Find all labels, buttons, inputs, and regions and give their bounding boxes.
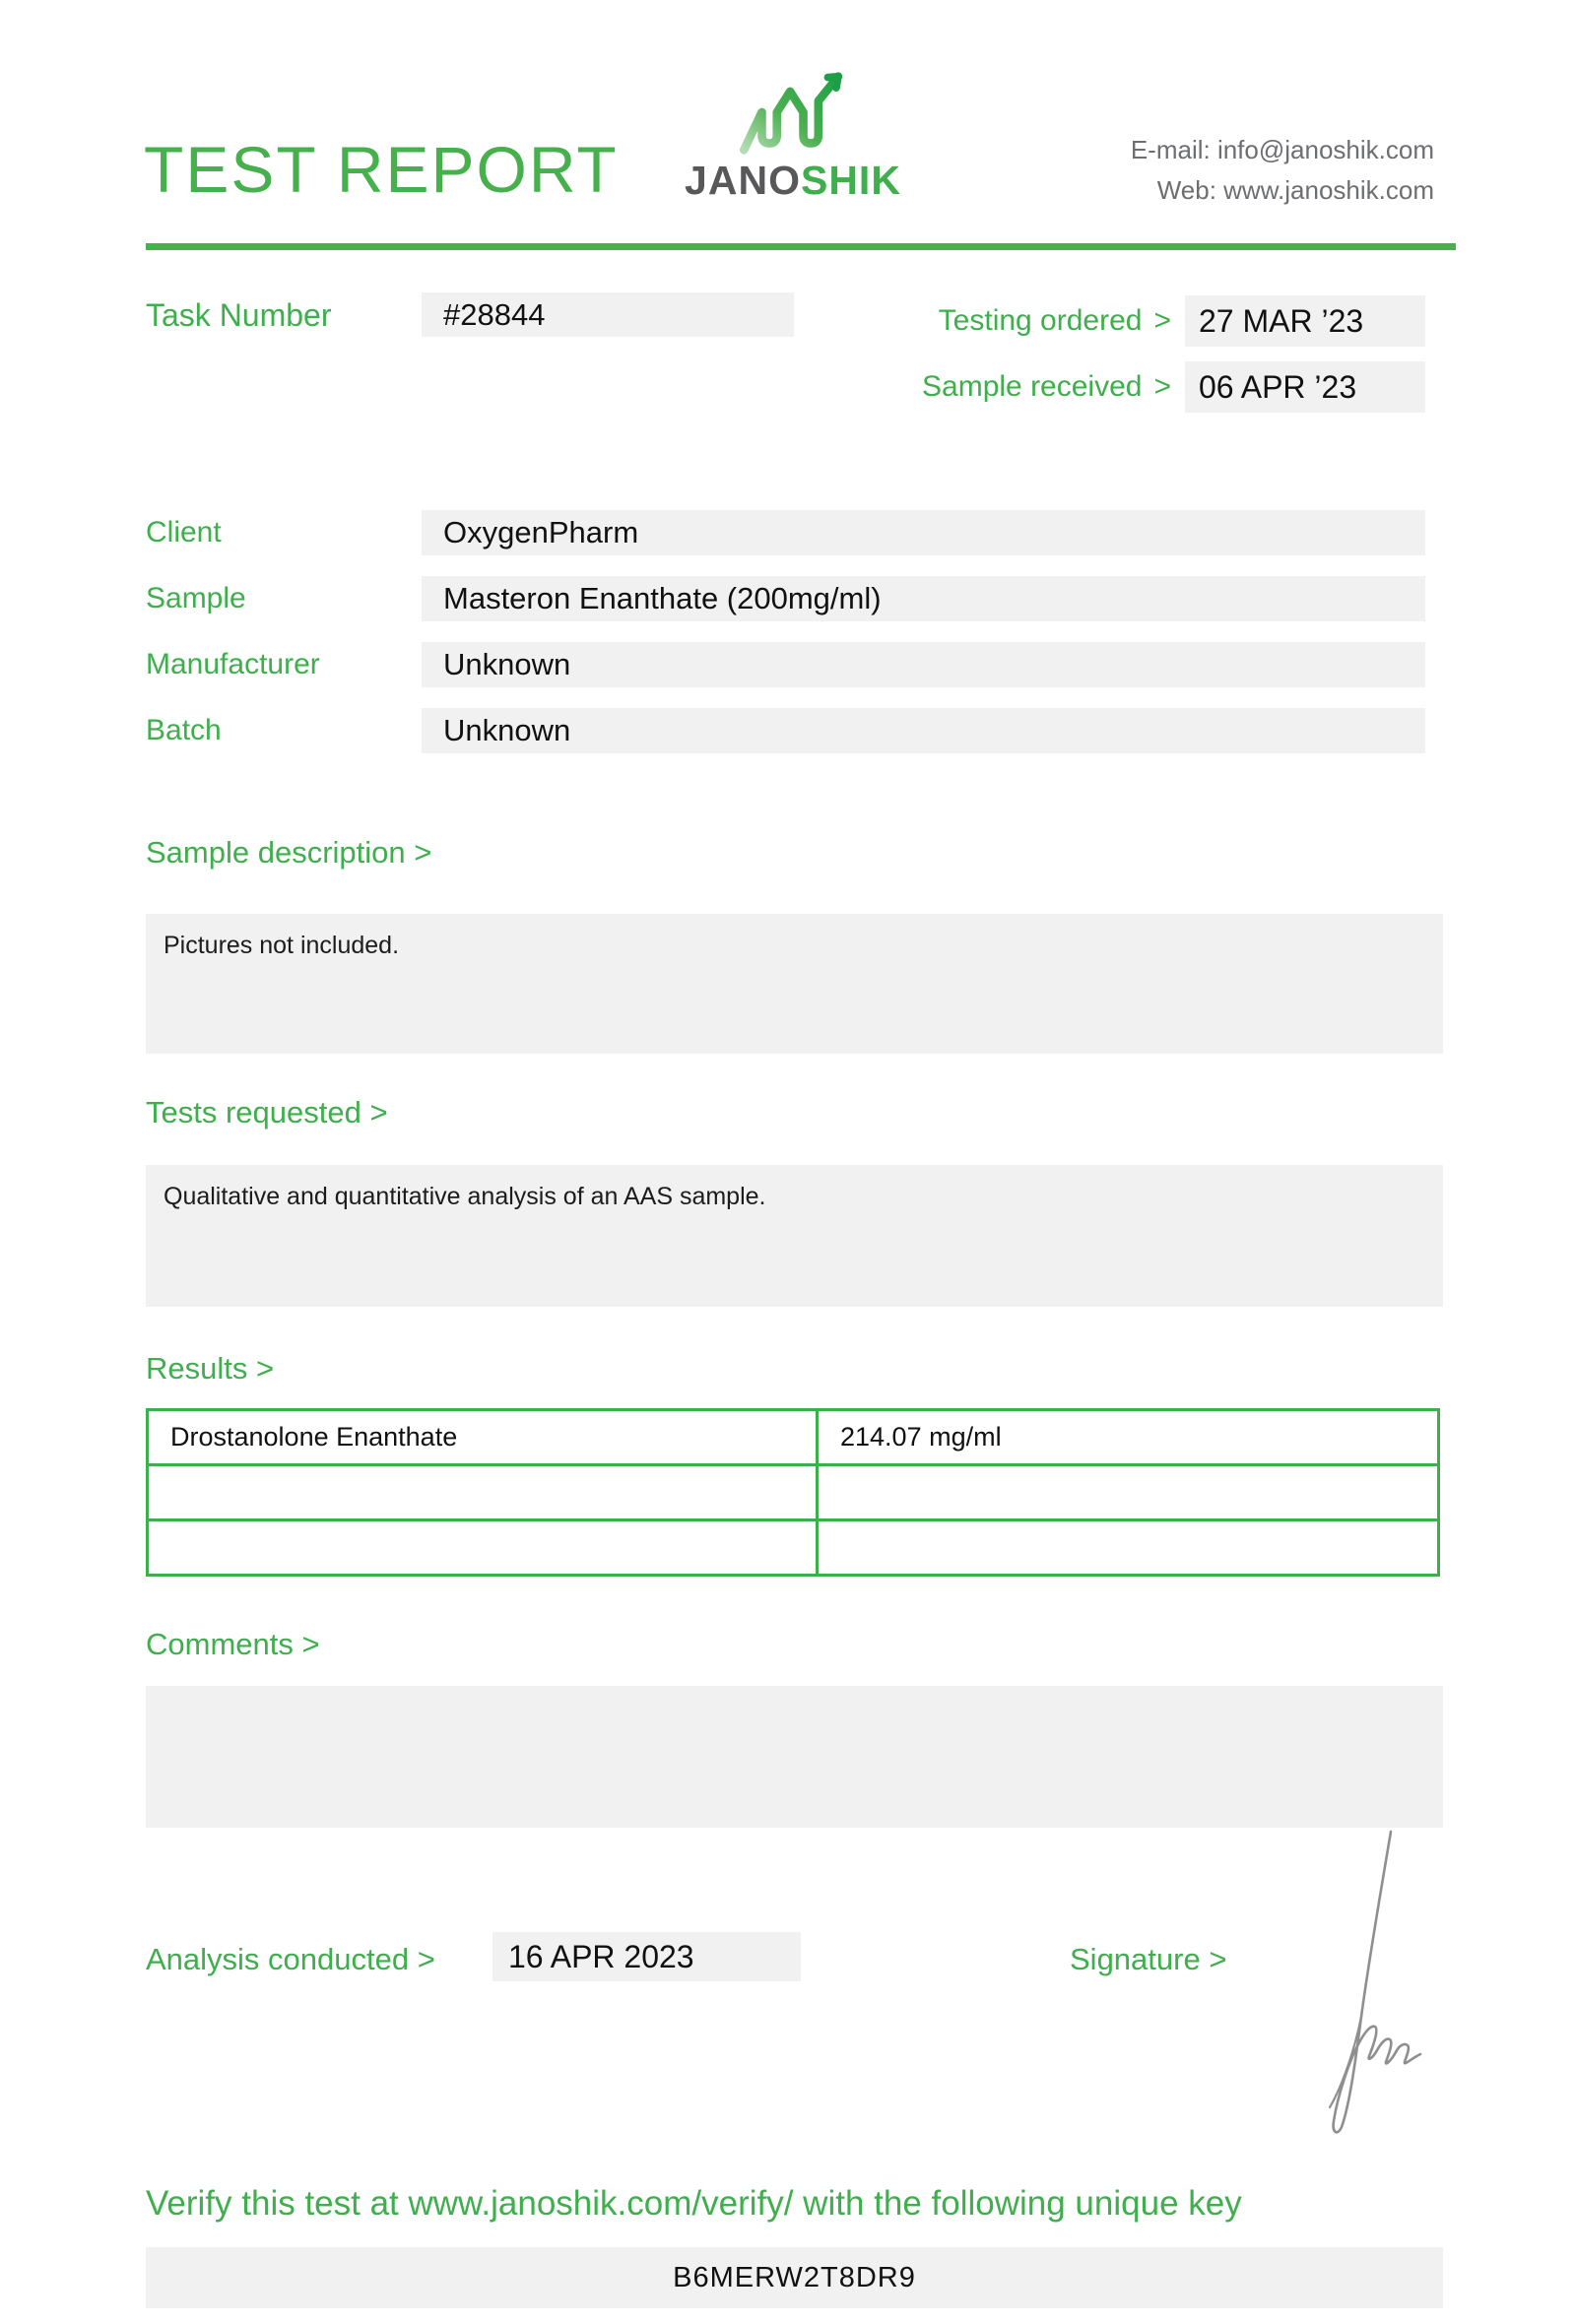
manufacturer-value: Unknown	[422, 642, 1425, 687]
header-divider	[146, 243, 1456, 250]
result-concentration	[818, 1520, 1439, 1576]
client-value: OxygenPharm	[422, 510, 1425, 555]
chevron-right-icon: >	[1153, 304, 1171, 337]
chevron-right-icon: >	[1153, 370, 1171, 403]
results-table	[146, 1408, 1440, 1577]
tests-requested-heading: Tests requested >	[146, 1095, 388, 1130]
result-concentration: 214.07 mg/ml	[818, 1410, 1439, 1465]
client-label: Client	[146, 516, 222, 549]
task-number-label: Task Number	[146, 297, 332, 333]
sample-received-row	[922, 361, 1425, 413]
batch-row	[0, 708, 1576, 753]
result-substance: Drostanolone Enanthate	[148, 1410, 818, 1465]
signature-image	[1300, 1820, 1438, 2150]
analysis-conducted-value: 16 APR 2023	[492, 1932, 801, 1981]
sample-description-content: Pictures not included.	[146, 914, 1443, 1054]
contact-email: E-mail: info@janoshik.com	[1130, 135, 1434, 164]
sample-value: Masteron Enanthate (200mg/ml)	[422, 576, 1425, 621]
sample-received-label: Sample received	[922, 370, 1143, 403]
table-row	[148, 1410, 1439, 1465]
sample-label: Sample	[146, 582, 246, 614]
tests-requested-content: Qualitative and quantitative analysis of an AAS sample.	[146, 1165, 1443, 1307]
verify-key: B6MERW2T8DR9	[146, 2247, 1443, 2308]
testing-ordered-label: Testing ordered	[938, 304, 1143, 337]
signature-label: Signature >	[1070, 1942, 1227, 1976]
sample-received-value: 06 APR ’23	[1185, 361, 1425, 413]
batch-label: Batch	[146, 714, 222, 746]
trend-chart-icon	[736, 69, 850, 156]
contact-info	[1131, 130, 1434, 211]
logo-wordmark	[678, 158, 908, 204]
result-substance	[148, 1465, 818, 1520]
dates-block	[922, 295, 1425, 427]
comments-content	[146, 1686, 1443, 1828]
page-title: TEST REPORT	[144, 133, 619, 206]
contact-web: Web: www.janoshik.com	[1156, 175, 1434, 205]
janoshik-logo	[678, 69, 908, 204]
comments-heading: Comments >	[146, 1627, 320, 1661]
manufacturer-label: Manufacturer	[146, 648, 320, 680]
manufacturer-row	[0, 642, 1576, 687]
analysis-conducted-label: Analysis conducted >	[146, 1942, 435, 1976]
sample-description-heading: Sample description >	[146, 835, 432, 870]
handwritten-signature-icon	[1300, 1820, 1438, 2145]
result-substance	[148, 1520, 818, 1576]
testing-ordered-row	[922, 295, 1425, 347]
result-concentration	[818, 1465, 1439, 1520]
table-row	[148, 1465, 1439, 1520]
sample-details-block	[0, 510, 1576, 774]
results-heading: Results >	[146, 1351, 275, 1386]
logo-text-shik: SHIK	[800, 158, 901, 203]
verify-instruction: Verify this test at www.janoshik.com/verify/ with the following unique key	[146, 2184, 1242, 2223]
testing-ordered-value: 27 MAR ’23	[1185, 295, 1425, 347]
task-number-value: #28844	[422, 292, 794, 337]
client-row	[0, 510, 1576, 555]
batch-value: Unknown	[422, 708, 1425, 753]
table-row	[148, 1520, 1439, 1576]
logo-text-jano: JANO	[685, 158, 801, 203]
sample-row	[0, 576, 1576, 621]
